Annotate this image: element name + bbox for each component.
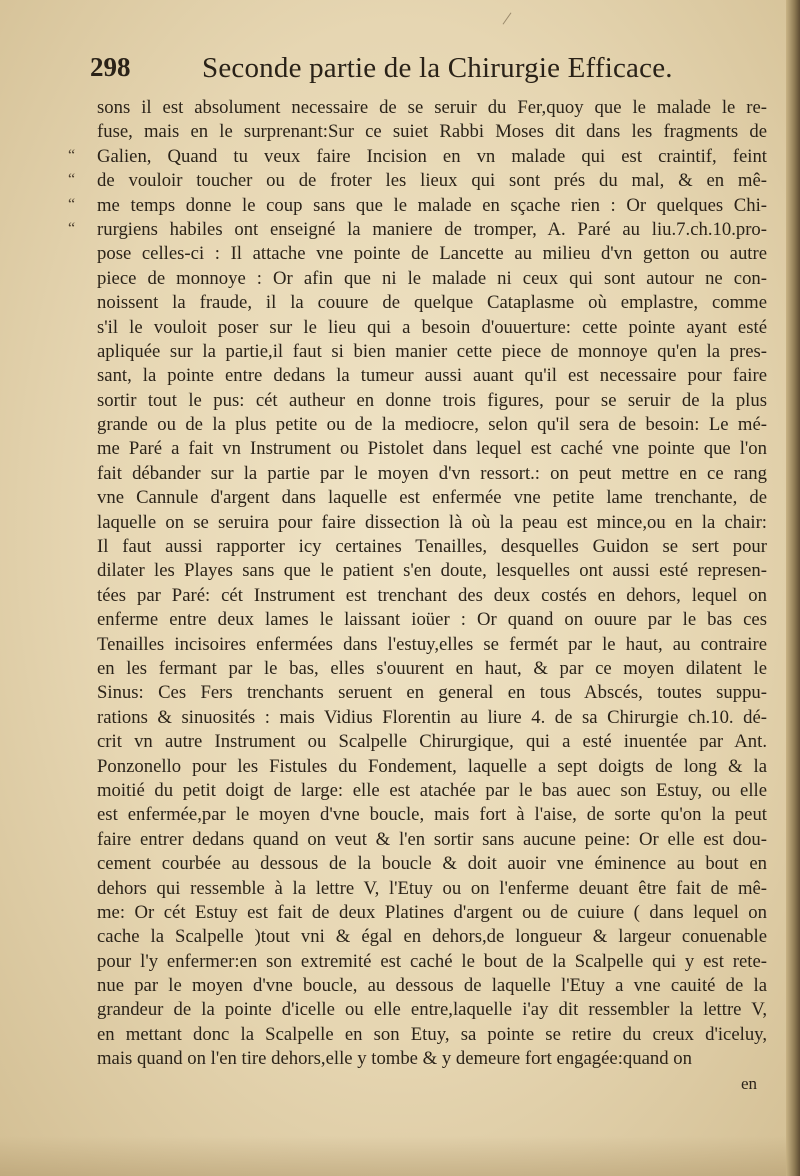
page-shadow <box>0 1136 800 1176</box>
text-line: me: Or cét Estuy est fait de deux Platines d'argent ou de cuiure ( dans lequel on <box>97 901 767 923</box>
text-line: s'il le vouloit poser sur le lieu qui a besoin d'ouuerture: cette pointe ayant esté <box>97 316 767 338</box>
text-line: sant, la pointe entre dedans la tumeur aussi auant qu'il est necessaire pour faire <box>97 365 767 387</box>
text-line: fuse, mais en le surprenant:Sur ce suiet Rabbi Moses dit dans les fragments de <box>97 121 767 143</box>
text-line: rations & sinuosités : mais Vidius Florentin au liure 4. de sa Chirurgie ch.10. dé- <box>97 706 767 728</box>
catchword: en <box>740 1073 757 1093</box>
text-line: moitié du petit doigt de large: elle est atachée par le bas auec son Estuy, ou elle <box>97 779 767 801</box>
text-line: rurgiens habiles ont enseigné la maniere de tromper, A. Paré au liu.7.ch.10.pro- <box>97 218 767 240</box>
text-line: grandeur de la pointe d'icelle ou elle entre,laquelle i'ay dit ressembler la lettre V, <box>97 999 767 1021</box>
margin-quote-mark: “ <box>68 220 76 238</box>
text-line: dilater les Playes sans que le patient s'en doute, lesquelles ont aussi esté represen- <box>97 560 767 582</box>
text-line: Tenailles incisoires enfermées dans l'estuy,elles se fermét par le haut, au contraire <box>97 633 767 655</box>
text-line: enferme entre deux lames le laissant ioüer : Or quand on ouure par le bas ces <box>97 609 767 631</box>
running-title: Seconde partie de la Chirurgie Efficace. <box>202 52 673 84</box>
body-text <box>97 96 767 1096</box>
text-line: pour l'y enfermer:en son extremité est caché le bout de la Scalpelle qui y est rete- <box>97 950 767 972</box>
text-line: tées par Paré: cét Instrument est trenchant des deux costés en dehors, lequel on <box>97 584 767 606</box>
text-line: Galien, Quand tu veux faire Incision en vn malade qui est craintif, feint <box>97 145 767 167</box>
text-line: grande ou de la plus petite ou de la mediocre, selon qu'il sera de besoin: Le mé- <box>97 414 767 436</box>
text-line: pose celles-ci : Il attache vne pointe de Lancette au milieu d'vn getton ou autre <box>97 243 767 265</box>
text-line: dehors qui ressemble à la lettre V, l'Etuy ou on l'enferme deuant être fait de mê- <box>97 877 767 899</box>
text-line: noissent la fraude, il la couure de quelque Cataplasme où emplastre, comme <box>97 292 767 314</box>
text-line: vne Cannule d'argent dans laquelle est enfermée vne petite lame trenchante, de <box>97 487 767 509</box>
text-line: laquelle on se seruira pour faire dissection là où la peau est mince,ou en la chair: <box>97 511 767 533</box>
text-line: crit vn autre Instrument ou Scalpelle Chirurgique, qui a esté inuentée par Ant. <box>97 731 767 753</box>
text-line: me Paré a fait vn Instrument ou Pistolet dans lequel est caché vne pointe que l'on <box>97 438 767 460</box>
margin-quote-mark: “ <box>68 195 76 213</box>
text-line: nue par le moyen d'vne boucle, au dessous de laquelle l'Etuy a vne cauité de la <box>97 975 767 997</box>
ink-mark <box>503 12 512 24</box>
text-line: me temps donne le coup sans que le malade en sçache rien : Or quelques Chi- <box>97 194 767 216</box>
text-line: apliquée sur la partie,il faut si bien manier cette piece de monnoye qu'en la pres- <box>97 340 767 362</box>
page-number: 298 <box>90 52 131 82</box>
text-line: sons il est absolument necessaire de se seruir du Fer,quoy que le malade le re- <box>97 97 767 118</box>
text-line: en les fermant par le bas, elles s'ouurent en haut, & par ce moyen dilatent le <box>97 657 767 679</box>
text-line: faire entrer dedans quand on veut & l'en sortir sans aucune peine: Or elle est dou- <box>97 828 767 850</box>
text-line: mais quand on l'en tire dehors,elle y tombe & y demeure fort engagée:quand on <box>97 1048 692 1070</box>
page-binding-edge <box>786 0 800 1176</box>
text-line: Sinus: Ces Fers trenchants seruent en general en tous Abscés, toutes suppu- <box>97 682 767 704</box>
text-line: cement courbée au dessous de la boucle & doit auoir vne éminence au bout en <box>97 853 767 875</box>
text-line: fait débander sur la partie par le moyen d'vn ressort.: on peut mettre en ce rang <box>97 462 767 484</box>
text-line: Ponzonello pour les Fistules du Fondement, laquelle a sept doigts de long & la <box>97 755 767 777</box>
margin-quotation-marks <box>68 144 94 242</box>
margin-quote-mark: “ <box>68 171 76 189</box>
text-line: de vouloir toucher ou de froter les lieux qui sont prés du mal, & en mê- <box>97 170 767 192</box>
text-line: est enfermée,par le moyen d'vne boucle, mais fort à l'aise, de sorte qu'on la peut <box>97 804 767 826</box>
page-header <box>90 52 690 92</box>
text-line: en mettant donc la Scalpelle en son Etuy, sa pointe se retire du creux d'iceluy, <box>97 1023 767 1045</box>
text-line: cache la Scalpelle )tout vni & égal en dehors,de longueur & largeur conuenable <box>97 926 767 948</box>
text-line: Il faut aussi rapporter icy certaines Tenailles, desquelles Guidon se sert pour <box>97 536 767 558</box>
text-line: piece de monnoye : Or afin que ni le malade ni ceux qui sont autour ne con- <box>97 267 767 289</box>
margin-quote-mark: “ <box>68 147 76 164</box>
text-line: sortir tout le pus: cét autheur en donne trois figures, pour se seruir de la plus <box>97 389 767 411</box>
